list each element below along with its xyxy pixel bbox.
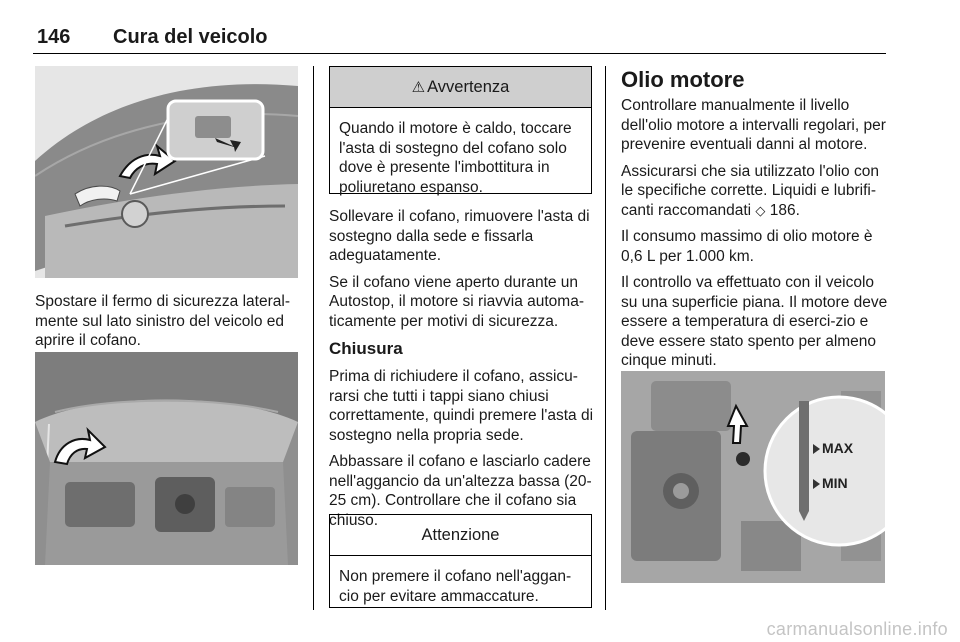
- section-title: Cura del veicolo: [113, 26, 268, 48]
- paragraph-oil-conditions: Il controllo va effettuato con il veicolo su una superficie piana. Il motore deve essere a temperatura di eserci-zio e deve essere stato spento per almeno cinque minuti.: [621, 274, 888, 369]
- paragraph-lift-hood: Sollevare il cofano, rimuovere l'asta di sostegno dalla sede e fissarla adeguatamente.: [329, 208, 590, 264]
- page-number: 146: [37, 26, 71, 48]
- warning-title: Avvertenza: [427, 78, 510, 96]
- closing-heading: Chiusura: [329, 339, 403, 358]
- paragraph-oil-spec: [621, 162, 889, 221]
- caution-text: Non premere il cofano nell'aggan-cio per evitare ammaccature.: [339, 568, 572, 605]
- warning-triangle-icon: ⚠: [411, 79, 426, 96]
- oil-spec-text: Assicurarsi che sia utilizzato l'olio con le specifiche corrette. Liquidi e lubrifi-canti raccomandati: [621, 162, 879, 219]
- oil-spec-page-ref[interactable]: 186.: [769, 201, 800, 219]
- warning-box: [329, 66, 592, 194]
- hood-latch-caption: Spostare il fermo di sicurezza lateral-mente sul lato sinistro del veicolo ed aprire il cofano.: [35, 293, 290, 349]
- engine-oil-heading: Olio motore: [621, 67, 745, 92]
- paragraph-before-closing: Prima di richiudere il cofano, assicu-rarsi che tutti i tappi siano chiusi correttamente, quindi premere l'asta di sostegno nella propria sede.: [329, 368, 594, 444]
- site-watermark: carmanualsonline.info: [766, 619, 948, 639]
- warning-box-header: [330, 67, 591, 108]
- dipstick-max-label: MAX: [822, 440, 854, 456]
- header-rule: [33, 53, 886, 54]
- caution-title: Attenzione: [330, 515, 591, 556]
- caution-box: [329, 514, 592, 608]
- dipstick-illustration: [621, 371, 885, 583]
- dipstick-min-label: MIN: [822, 475, 848, 491]
- column-divider-2: [605, 66, 606, 610]
- warning-text: Quando il motore è caldo, toccare l'asta di sostegno del cofano solo dove è presente l'imbottitura in poliuretano espanso.: [339, 120, 572, 196]
- paragraph-autostop: Se il cofano viene aperto durante un Autostop, il motore si riavvia automa-ticamente per motivi di sicurezza.: [329, 273, 584, 330]
- column-divider-1: [313, 66, 314, 610]
- engine-bay-prop-rod-illustration: [35, 352, 298, 565]
- page-reference-icon: ◇: [755, 202, 766, 218]
- paragraph-oil-check: Controllare manualmente il livello dell'olio motore a intervalli regolari, per prevenire eventuali danni al motore.: [621, 97, 886, 153]
- paragraph-oil-consumption: Il consumo massimo di olio motore è 0,6 L per 1.000 km.: [621, 228, 873, 265]
- paragraph-lower-hood: Abbassare il cofano e lasciarlo cadere nell'aggancio da un'altezza bassa (20-25 cm). Controllare che il cofano sia chiuso.: [329, 453, 592, 529]
- hood-latch-illustration: [35, 66, 298, 278]
